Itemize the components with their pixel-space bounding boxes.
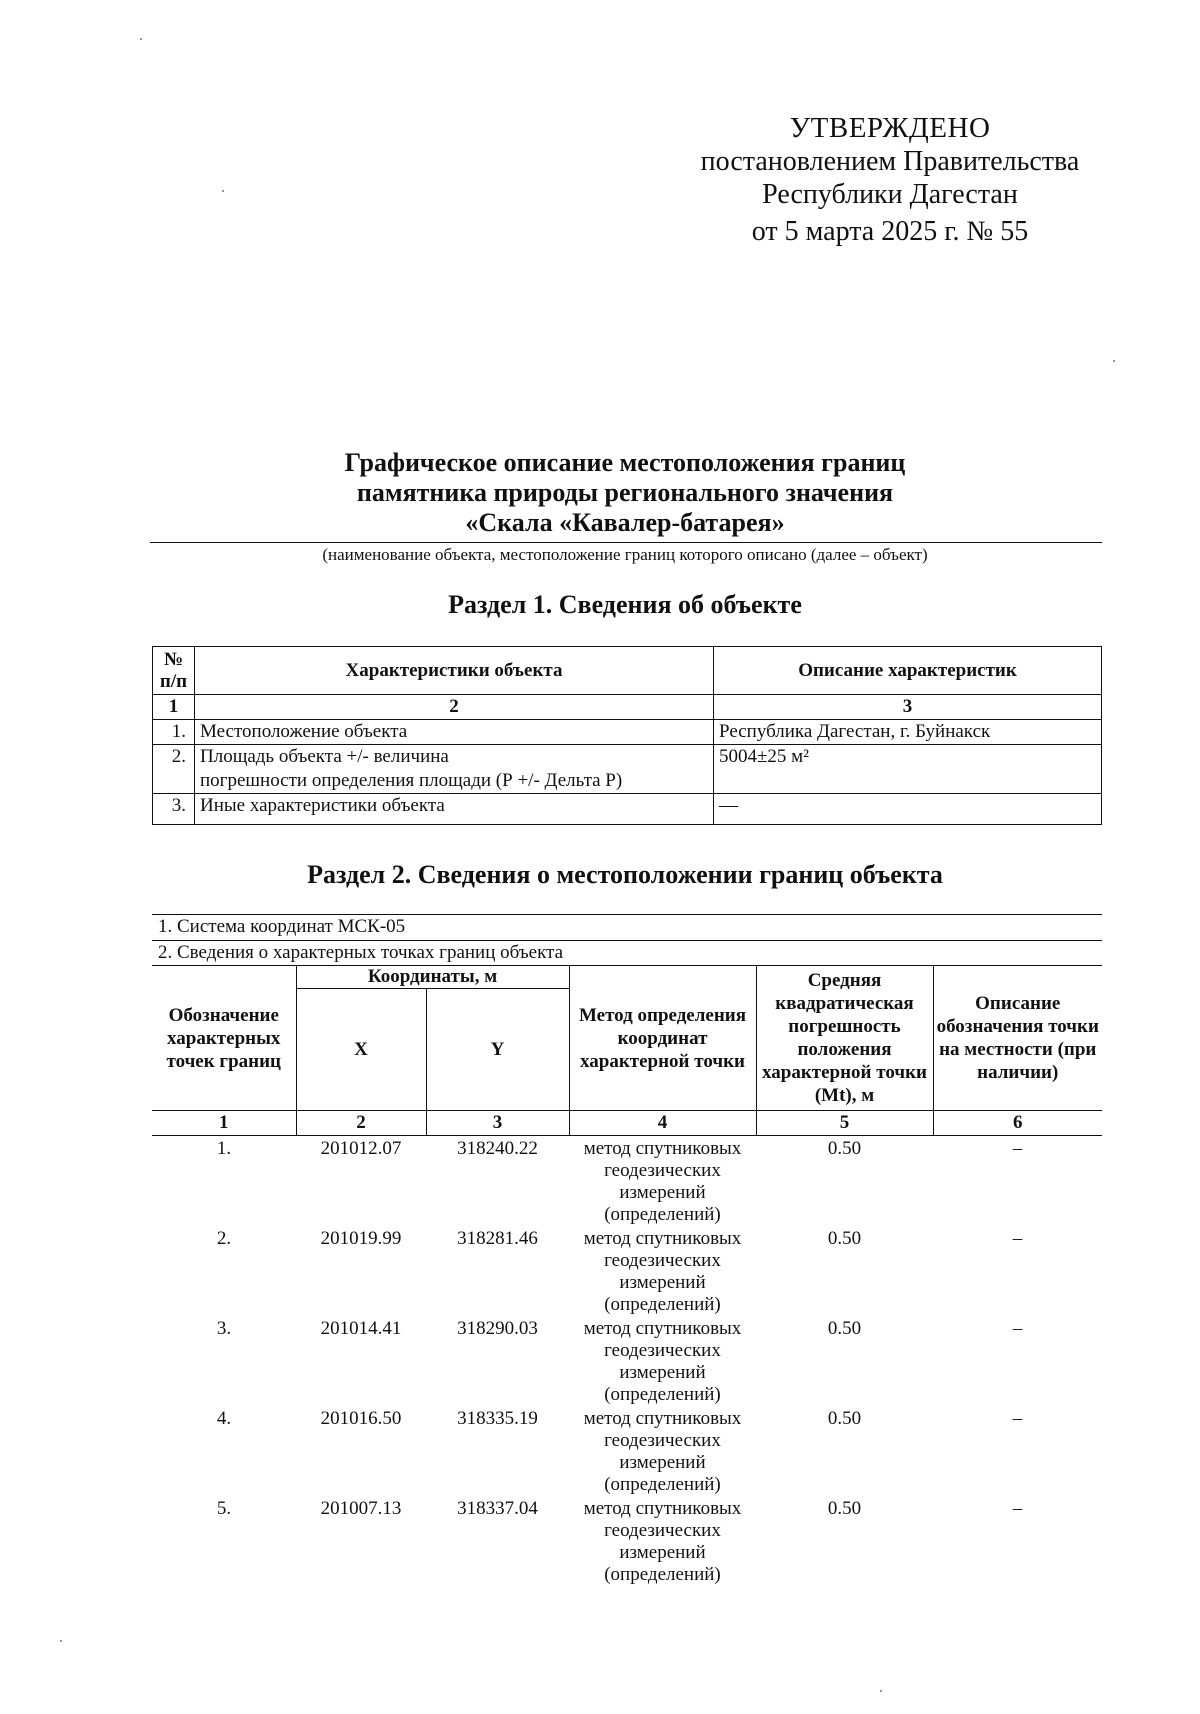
- point-method: метод спутниковых геодезических измерений (определений): [583, 1498, 742, 1585]
- header-x: X: [296, 989, 426, 1111]
- col-number: 2: [195, 695, 714, 720]
- point-number: 5.: [216, 1498, 232, 1519]
- point-method: метод спутниковых геодезических измерений (определений): [583, 1228, 742, 1315]
- col-number: 2: [296, 1111, 426, 1136]
- header-description: Описание характеристик: [714, 647, 1102, 695]
- col-number: 5: [756, 1111, 933, 1136]
- point-error: 0.50: [827, 1408, 862, 1429]
- header-characteristics: Характеристики объекта: [195, 647, 714, 695]
- point-number: 3.: [216, 1318, 232, 1339]
- point-description: –: [1012, 1228, 1023, 1249]
- header-y: Y: [426, 989, 569, 1111]
- title-line-3: «Скала «Кавалер-батарея»: [465, 508, 785, 537]
- col-number: 3: [426, 1111, 569, 1136]
- point-description: –: [1012, 1318, 1023, 1339]
- row-description: 5004±25 м²: [714, 745, 1102, 794]
- point-x: 201019.99: [320, 1228, 402, 1249]
- table-row: [153, 745, 1102, 794]
- table-row: [153, 794, 1102, 825]
- point-description: –: [1012, 1498, 1023, 1519]
- approval-line-2: Республики Дагестан: [762, 179, 1018, 210]
- approval-date: от 5 марта 2025 г. № 55: [751, 216, 1029, 247]
- boundary-points-table: [152, 965, 1102, 1586]
- row-number: 2.: [153, 745, 195, 794]
- point-number: 1.: [216, 1138, 232, 1159]
- header-error: Средняя квадратическая погрешность положения характерной точки (Mt), м: [756, 966, 933, 1111]
- scan-speck: [140, 38, 142, 40]
- row-characteristic-line-1: Площадь объекта +/- величина: [200, 746, 449, 767]
- point-number: 4.: [216, 1408, 232, 1429]
- point-x: 201012.07: [320, 1138, 402, 1159]
- point-description: –: [1012, 1138, 1023, 1159]
- point-y: 318281.46: [457, 1228, 538, 1249]
- object-info-table: [152, 646, 1102, 825]
- points-caption: 2. Сведения о характерных точках границ объекта: [152, 940, 1102, 965]
- table-row: [152, 1496, 1102, 1586]
- scan-speck: [1113, 360, 1115, 362]
- table-row: [152, 1136, 1102, 1227]
- row-characteristic: [195, 745, 714, 794]
- col-number: 6: [933, 1111, 1102, 1136]
- table-row: [152, 1316, 1102, 1406]
- point-y: 318335.19: [457, 1408, 538, 1429]
- approval-line-1: постановлением Правительства: [700, 146, 1080, 177]
- point-x: 201016.50: [320, 1408, 402, 1429]
- header-method: Метод определения координат характерной точки: [569, 966, 756, 1111]
- table-row: [153, 720, 1102, 745]
- row-characteristic: Иные характеристики объекта: [195, 794, 714, 825]
- section-2-title: Раздел 2. Сведения о местоположении границ объекта: [307, 860, 943, 889]
- header-num: № п/п: [153, 647, 195, 695]
- col-number: 3: [714, 695, 1102, 720]
- col-number: 1: [153, 695, 195, 720]
- row-number: 3.: [153, 794, 195, 825]
- row-characteristic-line-2: погрешности определения площади (Р +/- Дельта Р): [200, 770, 623, 791]
- title-underline: [150, 542, 1102, 543]
- point-error: 0.50: [827, 1318, 862, 1339]
- title-line-2: памятника природы регионального значения: [356, 478, 894, 507]
- point-y: 318337.04: [457, 1498, 538, 1519]
- row-characteristic: Местоположение объекта: [195, 720, 714, 745]
- title-line-1: Графическое описание местоположения границ: [344, 448, 906, 477]
- point-y: 318290.03: [457, 1318, 538, 1339]
- point-number: 2.: [216, 1228, 232, 1249]
- col-number: 4: [569, 1111, 756, 1136]
- scan-speck: [60, 1640, 62, 1642]
- point-error: 0.50: [827, 1138, 862, 1159]
- row-description: Республика Дагестан, г. Буйнакск: [714, 720, 1102, 745]
- title-caption: (наименование объекта, местоположение границ которого описано (далее – объект): [322, 545, 928, 564]
- col-number: 1: [152, 1111, 296, 1136]
- section-1-title: Раздел 1. Сведения об объекте: [448, 590, 802, 619]
- row-description: —: [714, 794, 1102, 825]
- point-method: метод спутниковых геодезических измерений (определений): [583, 1318, 742, 1405]
- header-point-description: Описание обозначения точки на местности (при наличии): [933, 966, 1102, 1111]
- point-x: 201014.41: [320, 1318, 402, 1339]
- header-point: Обозначение характерных точек границ: [152, 966, 296, 1111]
- point-y: 318240.22: [457, 1138, 538, 1159]
- point-method: метод спутниковых геодезических измерений (определений): [583, 1408, 742, 1495]
- point-error: 0.50: [827, 1498, 862, 1519]
- point-method: метод спутниковых геодезических измерений (определений): [583, 1138, 742, 1225]
- approval-stamp: [680, 112, 1100, 248]
- point-description: –: [1012, 1408, 1023, 1429]
- point-error: 0.50: [827, 1228, 862, 1249]
- table-row: [152, 1226, 1102, 1316]
- point-x: 201007.13: [320, 1498, 402, 1519]
- table-row: [152, 1406, 1102, 1496]
- coordinate-system: 1. Система координат МСК-05: [152, 914, 1102, 939]
- row-number: 1.: [153, 720, 195, 745]
- document-title: [150, 448, 1100, 538]
- header-coordinates: Координаты, м: [296, 966, 569, 989]
- scan-speck: [222, 190, 224, 192]
- scan-speck: [880, 1690, 882, 1692]
- approval-heading: УТВЕРЖДЕНО: [789, 112, 991, 144]
